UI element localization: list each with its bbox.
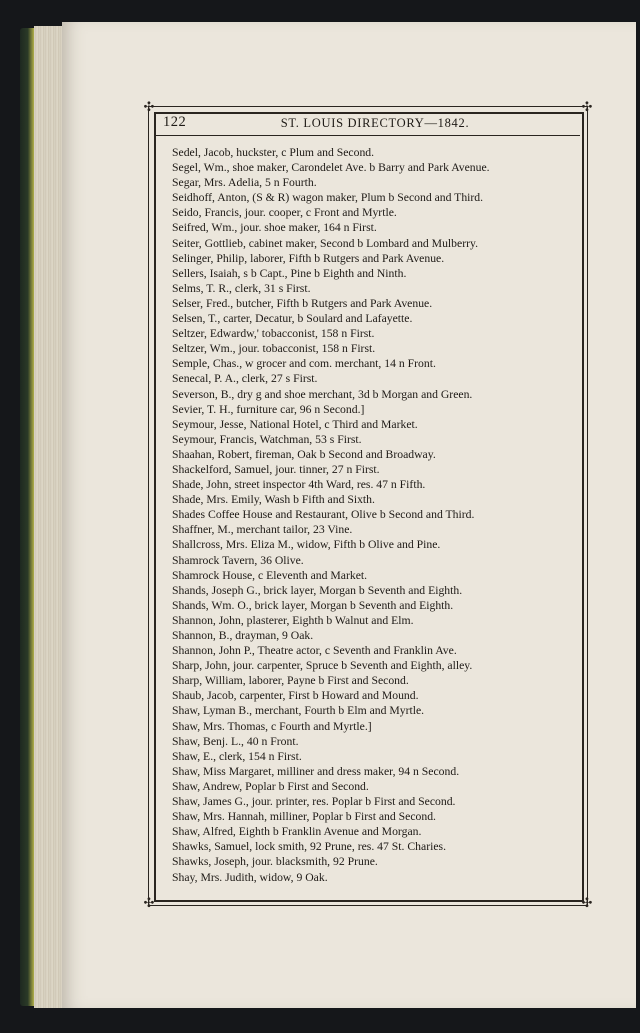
directory-entry: Selsen, T., carter, Decatur, b Soulard and Lafayette. <box>172 312 413 326</box>
directory-entry: Seymour, Jesse, National Hotel, c Third and Market. <box>172 417 418 431</box>
directory-entry: Semple, Chas., w grocer and com. merchant, 14 n Front. <box>172 357 436 371</box>
directory-entry: Shawks, Samuel, lock smith, 92 Prune, res. 47 St. Charies. <box>172 840 446 854</box>
directory-entry: Segar, Mrs. Adelia, 5 n Fourth. <box>172 176 317 190</box>
directory-entry: Shannon, John P., Theatre actor, c Seventh and Franklin Ave. <box>172 644 457 658</box>
directory-entry: Shackelford, Samuel, jour. tinner, 27 n First. <box>172 462 380 476</box>
directory-entry: Shands, Joseph G., brick layer, Morgan b Seventh and Eighth. <box>172 583 463 597</box>
corner-ornament-top-right: ✣ <box>581 99 593 114</box>
directory-entry: Seltzer, Wm., jour. tobacconist, 158 n First. <box>172 342 376 356</box>
header-rule <box>156 135 580 136</box>
directory-entry: Seltzer, Edwardw,' tobacconist, 158 n First. <box>172 327 375 341</box>
directory-entry: Shades Coffee House and Restaurant, Olive b Second and Third. <box>172 508 475 522</box>
directory-entry: Seiter, Gottlieb, cabinet maker, Second b Lombard and Mulberry. <box>172 236 478 250</box>
corner-ornament-bottom-right: ✣ <box>581 895 593 910</box>
directory-entry: Selinger, Philip, laborer, Fifth b Rutgers and Park Avenue. <box>172 251 445 265</box>
directory-entry: Shaw, Mrs. Thomas, c Fourth and Myrtle.] <box>172 719 372 733</box>
corner-ornament-bottom-left: ✣ <box>143 895 155 910</box>
directory-entries <box>172 145 572 885</box>
directory-entry: Shaffner, M., merchant tailor, 23 Vine. <box>172 523 353 537</box>
directory-entry: Severson, B., dry g and shoe merchant, 3d b Morgan and Green. <box>172 387 473 401</box>
directory-entry: Shaw, Benj. L., 40 n Front. <box>172 734 299 748</box>
directory-entry: Sharp, William, laborer, Payne b First and Second. <box>172 674 409 688</box>
directory-entry: Shade, Mrs. Emily, Wash b Fifth and Sixth. <box>172 493 375 507</box>
directory-entry: Sevier, T. H., furniture car, 96 n Second.] <box>172 402 365 416</box>
directory-entry: Shaw, Miss Margaret, milliner and dress maker, 94 n Second. <box>172 764 460 778</box>
directory-entry: Segel, Wm., shoe maker, Carondelet Ave. b Barry and Park Avenue. <box>172 161 490 175</box>
page-number: 122 <box>163 114 187 130</box>
directory-entry: Seifred, Wm., jour. shoe maker, 164 n First. <box>172 221 377 235</box>
directory-entry: Shamrock Tavern, 36 Olive. <box>172 553 304 567</box>
directory-entry: Shawks, Joseph, jour. blacksmith, 92 Prune. <box>172 855 378 869</box>
directory-entry: Shaw, Mrs. Hannah, milliner, Poplar b First and Second. <box>172 810 436 824</box>
directory-entry: Shands, Wm. O., brick layer, Morgan b Seventh and Eighth. <box>172 598 454 612</box>
directory-entry: Shannon, B., drayman, 9 Oak. <box>172 629 314 642</box>
directory-entry: Shamrock House, c Eleventh and Market. <box>172 568 368 582</box>
directory-entry: Shaw, Andrew, Poplar b First and Second. <box>172 779 369 793</box>
directory-entry: Shaub, Jacob, carpenter, First b Howard and Mound. <box>172 689 419 703</box>
directory-entry: Selser, Fred., butcher, Fifth b Rutgers and Park Avenue. <box>172 296 433 310</box>
directory-entry: Seymour, Francis, Watchman, 53 s First. <box>172 432 362 446</box>
directory-entry: Seido, Francis, jour. cooper, c Front and Myrtle. <box>172 206 397 220</box>
directory-entry: Shaahan, Robert, fireman, Oak b Second and Broadway. <box>172 447 436 461</box>
directory-entry: Sedel, Jacob, huckster, c Plum and Second. <box>172 146 375 159</box>
directory-entry: Senecal, P. A., clerk, 27 s First. <box>172 372 318 386</box>
directory-entry: Selms, T. R., clerk, 31 s First. <box>172 281 311 295</box>
directory-entry: Sellers, Isaiah, s b Capt., Pine b Eighth and Ninth. <box>172 266 407 280</box>
directory-entry: Seidhoff, Anton, (S & R) wagon maker, Plum b Second and Third. <box>172 191 484 205</box>
running-title: ST. LOUIS DIRECTORY—1842. <box>280 116 470 130</box>
directory-entry: Sharp, John, jour. carpenter, Spruce b Seventh and Eighth, alley. <box>172 659 473 673</box>
directory-entry: Shaw, Alfred, Eighth b Franklin Avenue and Morgan. <box>172 825 422 839</box>
corner-ornament-top-left: ✣ <box>143 99 155 114</box>
directory-entry: Shaw, James G., jour. printer, res. Poplar b First and Second. <box>172 795 456 809</box>
directory-entry: Shade, John, street inspector 4th Ward, res. 47 n Fifth. <box>172 478 426 492</box>
directory-entry: Shallcross, Mrs. Eliza M., widow, Fifth b Olive and Pine. <box>172 538 441 552</box>
directory-entry: Shannon, John, plasterer, Eighth b Walnut and Elm. <box>172 613 414 627</box>
directory-entry: Shaw, E., clerk, 154 n First. <box>172 749 302 763</box>
directory-entry: Shay, Mrs. Judith, widow, 9 Oak. <box>172 870 328 884</box>
directory-entry: Shaw, Lyman B., merchant, Fourth b Elm and Myrtle. <box>172 704 425 718</box>
